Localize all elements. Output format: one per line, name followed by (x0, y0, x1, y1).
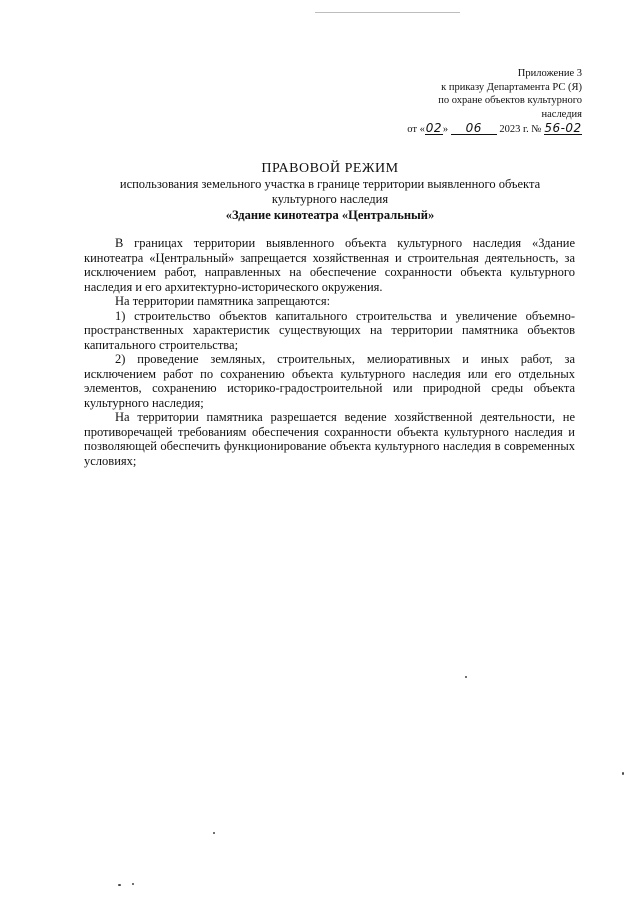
paragraph-item-2: 2) проведение земляных, строительных, мелиоративных и иных работ, за исключением работ по сохранению объекта культурного наследия или его отдельных элементов, сохранению историко-градостроительной или природной среды объекта культурного наследия; (84, 352, 575, 410)
annex-line-2: по охране объектов культурного (438, 95, 582, 106)
scan-speck (132, 883, 134, 885)
year-text: 2023 г. № (499, 124, 542, 135)
date-prefix: от « (407, 124, 425, 135)
title-line-2: культурного наследия (271, 192, 389, 206)
scan-artifact-line (315, 12, 460, 13)
date-mid: » (442, 124, 449, 135)
paragraph-intro: В границах территории выявленного объекта культурного наследия «Здание кинотеатра «Центральный» запрещается хозяйственная и строительная деятельность, за исключением работ, направленных на обеспечение сохранности объекта культурного наследия и его архитектурно-исторического окружения. (84, 236, 575, 294)
document-title-block (80, 160, 580, 223)
scan-speck (465, 676, 467, 678)
scan-speck (213, 832, 215, 834)
paragraph-prohibited-heading: На территории памятника запрещаются: (115, 294, 331, 308)
handwritten-order-number: 56-02 (544, 121, 582, 135)
annex-line-1: к приказу Департамента РС (Я) (441, 81, 582, 93)
document-body (84, 236, 575, 468)
paragraph-item-1: 1) строительство объектов капитального строительства и увеличение объемно-пространственных характеристик существующих на территории памятника объектов капитального строительства; (84, 308, 575, 352)
scan-speck (118, 884, 121, 886)
scan-speck (622, 772, 624, 775)
handwritten-day: 02 (425, 121, 442, 135)
annex-header (407, 67, 582, 137)
handwritten-month: 06 (451, 122, 497, 135)
title-line-1: использования земельного участка в границе территории выявленного объекта (119, 177, 541, 191)
order-date-line (407, 122, 582, 137)
paragraph-permitted: На территории памятника разрешается ведение хозяйственной деятельности, не противоречащей требованиям обеспечения сохранности объекта культурного наследия и позволяющей обеспечить функционирование объекта культурного наследия в современных условиях; (84, 410, 575, 468)
document-title: ПРАВОВОЙ РЕЖИМ (261, 161, 399, 176)
object-name: «Здание кинотеатра «Центральный» (225, 208, 435, 222)
annex-line-3: наследия (541, 108, 582, 120)
annex-title: Приложение 3 (517, 68, 582, 79)
